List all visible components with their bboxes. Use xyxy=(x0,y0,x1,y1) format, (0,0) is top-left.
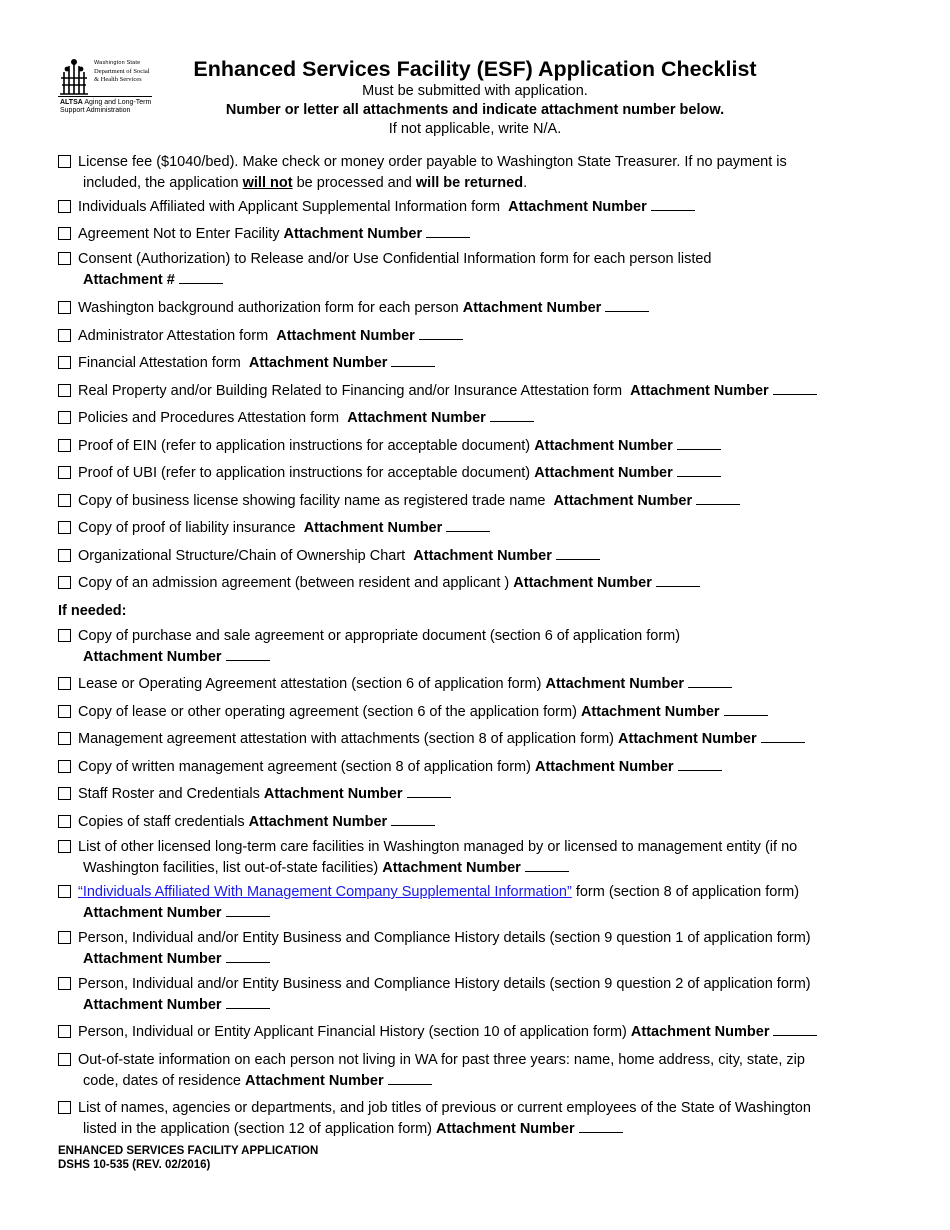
checkbox-compliance-history-q2[interactable] xyxy=(58,977,71,990)
attachment-number-field[interactable] xyxy=(656,573,700,587)
footer-form-number: DSHS 10-535 (REV. 02/2016) xyxy=(58,1159,211,1171)
attachment-label: Attachment Number xyxy=(248,814,388,830)
checklist-item-lease-attestation xyxy=(58,674,878,695)
attachment-label: Attachment Number xyxy=(508,199,647,215)
attachment-label: Attachment Number xyxy=(630,1024,770,1040)
checklist-item-org-structure xyxy=(58,546,878,567)
logo-altsa-line2: Support Administration xyxy=(60,107,131,114)
item-text: Copy of purchase and sale agreement or appropriate document (section 6 of application form) xyxy=(78,628,681,644)
checklist-item-management-agreement xyxy=(58,757,878,778)
checkbox-compliance-history-q1[interactable] xyxy=(58,931,71,944)
item-text: Consent (Authorization) to Release and/or Use Confidential Information form for each person listed xyxy=(78,251,712,267)
attachment-number-field[interactable] xyxy=(419,326,463,340)
attachment-label: Attachment # xyxy=(83,272,175,288)
attachment-label: Attachment Number xyxy=(534,438,673,454)
attachment-number-field[interactable] xyxy=(226,995,270,1009)
checkbox-other-facilities[interactable] xyxy=(58,840,71,853)
attachment-label: Attachment Number xyxy=(283,226,423,242)
attachment-label: Attachment Number xyxy=(436,1121,575,1137)
fee-text-b: included, the application xyxy=(83,175,239,191)
checkbox-liability-insurance[interactable] xyxy=(58,521,71,534)
item-text: Administrator Attestation form xyxy=(78,328,269,344)
attachment-label: Attachment Number xyxy=(413,548,552,564)
attachment-label: Attachment Number xyxy=(347,410,486,426)
checkbox-agreement-not-to-enter[interactable] xyxy=(58,227,71,240)
attachment-number-field[interactable] xyxy=(651,197,695,211)
item-text-cont: Washington facilities, list out-of-state facilities) xyxy=(83,860,379,876)
item-text: Proof of UBI (refer to application instructions for acceptable document) xyxy=(78,465,531,481)
attachment-number-field[interactable] xyxy=(426,224,470,238)
checklist-item-policies-procedures xyxy=(58,408,878,429)
checklist-item-lease-copy xyxy=(58,702,878,723)
checkbox-background-auth[interactable] xyxy=(58,301,71,314)
attachment-number-field[interactable] xyxy=(761,729,805,743)
attachment-number-field[interactable] xyxy=(773,1022,817,1036)
if-needed-heading: If needed: xyxy=(58,603,127,619)
attachment-label: Attachment Number xyxy=(534,759,674,775)
item-text: Agreement Not to Enter Facility xyxy=(78,226,280,242)
checklist-item-proof-ubi xyxy=(58,463,878,484)
item-text-cont: code, dates of residence xyxy=(83,1073,241,1089)
item-text: Washington background authorization form for each person xyxy=(78,300,459,316)
logo-altsa-acronym: ALTSA xyxy=(60,99,83,106)
item-text-cont: listed in the application (section 12 of application form) xyxy=(83,1121,432,1137)
checklist-item-business-license xyxy=(58,491,878,512)
checkbox-admission-agreement[interactable] xyxy=(58,576,71,589)
checklist-item-out-of-state xyxy=(58,1050,878,1092)
checkbox-proof-ein[interactable] xyxy=(58,439,71,452)
attachment-label: Attachment Number xyxy=(245,1073,384,1089)
attachment-label: Attachment Number xyxy=(276,328,415,344)
logo-divider xyxy=(58,96,152,97)
attachment-number-field[interactable] xyxy=(388,1071,432,1085)
attachment-label: Attachment Number xyxy=(83,951,222,967)
attachment-number-field[interactable] xyxy=(226,949,270,963)
checklist-item-staff-credentials xyxy=(58,812,878,833)
attachment-number-field[interactable] xyxy=(688,674,732,688)
fee-will-be-returned: will be returned xyxy=(415,175,524,191)
item-text: Copy of an admission agreement (between resident and applicant ) xyxy=(78,575,510,591)
checkbox-lease-attestation[interactable] xyxy=(58,677,71,690)
logo-altsa-rest: Aging and Long-Term xyxy=(84,99,152,106)
attachment-number-field[interactable] xyxy=(556,546,600,560)
checkbox-org-structure[interactable] xyxy=(58,549,71,562)
attachment-number-field[interactable] xyxy=(179,270,223,284)
checklist-item-financial-history xyxy=(58,1022,878,1043)
item-text: Real Property and/or Building Related to Financing and/or Insurance Attestation form xyxy=(78,383,623,399)
checkbox-purchase-sale[interactable] xyxy=(58,629,71,642)
attachment-label: Attachment Number xyxy=(462,300,602,316)
attachment-number-field[interactable] xyxy=(525,858,569,872)
attachment-number-field[interactable] xyxy=(226,903,270,917)
item-text: Policies and Procedures Attestation form xyxy=(78,410,340,426)
checklist-item-state-employees xyxy=(58,1098,878,1140)
attachment-label: Attachment Number xyxy=(553,493,693,509)
checkbox-financial-history[interactable] xyxy=(58,1025,71,1038)
item-text: List of names, agencies or departments, and job titles of previous or current employees of the State of Washington xyxy=(78,1100,811,1116)
attachment-number-field[interactable] xyxy=(579,1119,623,1133)
checklist-item-staff-roster xyxy=(58,784,878,805)
fee-period: . xyxy=(523,175,528,191)
item-text: Staff Roster and Credentials xyxy=(78,786,260,802)
item-text: Proof of EIN (refer to application instructions for acceptable document) xyxy=(78,438,531,454)
attachment-number-field[interactable] xyxy=(677,436,721,450)
item-text: Lease or Operating Agreement attestation (section 6 of application form) xyxy=(78,676,542,692)
checklist-item-proof-ein xyxy=(58,436,878,457)
checklist-item-liability-insurance xyxy=(58,518,878,539)
attachment-label: Attachment Number xyxy=(83,649,222,665)
attachment-label: Attachment Number xyxy=(545,676,685,692)
attachment-number-field[interactable] xyxy=(696,491,740,505)
item-text: Financial Attestation form xyxy=(78,355,241,371)
attachment-number-field[interactable] xyxy=(226,647,270,661)
checkbox-state-employees[interactable] xyxy=(58,1101,71,1114)
item-text: Person, Individual or Entity Applicant Financial History (section 10 of application form) xyxy=(78,1024,627,1040)
fee-text-d: be processed and xyxy=(296,175,412,191)
checklist-item-management-attestation xyxy=(58,729,878,750)
logo-state-text: Washington State xyxy=(94,60,141,66)
attachment-number-field[interactable] xyxy=(391,812,435,826)
item-text: Copies of staff credentials xyxy=(78,814,245,830)
attachment-number-field[interactable] xyxy=(407,784,451,798)
logo-dept-line2: & Health Services xyxy=(94,76,142,83)
page-title: Enhanced Services Facility (ESF) Application Checklist xyxy=(193,57,757,81)
item-text: Individuals Affiliated with Applicant Supplemental Information form xyxy=(78,199,501,215)
checklist-item-individuals-affiliated xyxy=(58,197,878,218)
item-text: Copy of business license showing facility name as registered trade name xyxy=(78,493,546,509)
checklist-item-management-company-individuals xyxy=(58,882,878,924)
item-text: form (section 8 of application form) xyxy=(575,884,800,900)
checkbox-staff-roster[interactable] xyxy=(58,787,71,800)
checklist-item-administrator-attestation xyxy=(58,326,878,347)
attachment-label: Attachment Number xyxy=(83,905,222,921)
header-line-number: Number or letter all attachments and indicate attachment number below. xyxy=(225,102,725,118)
management-company-form-link[interactable]: “Individuals Affiliated With Management Company Supplemental Information” xyxy=(78,884,572,900)
attachment-label: Attachment Number xyxy=(618,731,757,747)
attachment-number-field[interactable] xyxy=(773,381,817,395)
attachment-label: Attachment Number xyxy=(580,704,720,720)
attachment-label: Attachment Number xyxy=(83,997,222,1013)
checklist-item-compliance-history-q2 xyxy=(58,974,878,1016)
checkbox-administrator-attestation[interactable] xyxy=(58,329,71,342)
checkbox-financial-attestation[interactable] xyxy=(58,356,71,369)
checkbox-policies-procedures[interactable] xyxy=(58,411,71,424)
checklist-item-consent xyxy=(58,249,878,291)
checklist-item-background-auth xyxy=(58,298,878,319)
fee-will-not: will not xyxy=(242,175,293,191)
checkbox-management-agreement[interactable] xyxy=(58,760,71,773)
item-text: Person, Individual and/or Entity Business and Compliance History details (section 9 question 1 of application form) xyxy=(78,930,811,946)
item-text-cont xyxy=(83,173,878,194)
header-line-submit: Must be submitted with application. xyxy=(362,83,588,99)
checklist-item-other-facilities xyxy=(58,837,878,879)
attachment-number-field[interactable] xyxy=(490,408,534,422)
checklist-item-real-property xyxy=(58,381,878,402)
checkbox-management-company-individuals[interactable] xyxy=(58,885,71,898)
item-text: Management agreement attestation with attachments (section 8 of application form) xyxy=(78,731,614,747)
item-text: Copy of written management agreement (section 8 of application form) xyxy=(78,759,531,775)
checkbox-management-attestation[interactable] xyxy=(58,732,71,745)
item-text: Copy of proof of liability insurance xyxy=(78,520,296,536)
attachment-number-field[interactable] xyxy=(605,298,649,312)
checklist-item-financial-attestation xyxy=(58,353,878,374)
checkbox-individuals-affiliated[interactable] xyxy=(58,200,71,213)
attachment-number-field[interactable] xyxy=(677,463,721,477)
footer-form-name: ENHANCED SERVICES FACILITY APPLICATION xyxy=(58,1145,319,1157)
checklist-item-purchase-sale xyxy=(58,626,878,668)
checkbox-business-license[interactable] xyxy=(58,494,71,507)
checkbox-license-fee[interactable] xyxy=(58,155,71,168)
checkbox-proof-ubi[interactable] xyxy=(58,466,71,479)
attachment-number-field[interactable] xyxy=(678,757,722,771)
attachment-label: Attachment Number xyxy=(534,465,673,481)
attachment-label: Attachment Number xyxy=(263,786,403,802)
attachment-number-field[interactable] xyxy=(724,702,768,716)
item-text: List of other licensed long-term care facilities in Washington managed by or licensed to management entity (if no xyxy=(78,839,798,855)
checkbox-out-of-state[interactable] xyxy=(58,1053,71,1066)
logo-dept-line1: Department of Social xyxy=(94,68,150,75)
checklist-item-compliance-history-q1 xyxy=(58,928,878,970)
checklist-item-admission-agreement xyxy=(58,573,878,594)
checkbox-consent[interactable] xyxy=(58,252,71,265)
checklist-item-agreement-not-to-enter xyxy=(58,224,878,245)
attachment-number-field[interactable] xyxy=(391,353,435,367)
checkbox-real-property[interactable] xyxy=(58,384,71,397)
item-text: Person, Individual and/or Entity Business and Compliance History details (section 9 question 2 of application form) xyxy=(78,976,811,992)
item-text: Organizational Structure/Chain of Ownership Chart xyxy=(78,548,406,564)
attachment-label: Attachment Number xyxy=(513,575,652,591)
item-text: Out-of-state information on each person not living in WA for past three years: name, home address, city, state, zip xyxy=(78,1052,805,1068)
attachment-label: Attachment Number xyxy=(303,520,443,536)
header-line-na: If not applicable, write N/A. xyxy=(388,121,562,137)
item-text: Copy of lease or other operating agreement (section 6 of the application form) xyxy=(78,704,577,720)
dshs-emblem-icon xyxy=(58,58,92,96)
checkbox-staff-credentials[interactable] xyxy=(58,815,71,828)
logo-altsa-line1 xyxy=(60,99,151,107)
attachment-number-field[interactable] xyxy=(446,518,490,532)
item-text: License fee ($1040/bed). Make check or money order payable to Washington State Treasurer. If no payment is xyxy=(78,154,787,170)
checklist-item-license-fee xyxy=(58,152,878,194)
checkbox-lease-copy[interactable] xyxy=(58,705,71,718)
attachment-label: Attachment Number xyxy=(382,860,521,876)
attachment-label: Attachment Number xyxy=(630,383,769,399)
attachment-label: Attachment Number xyxy=(248,355,388,371)
